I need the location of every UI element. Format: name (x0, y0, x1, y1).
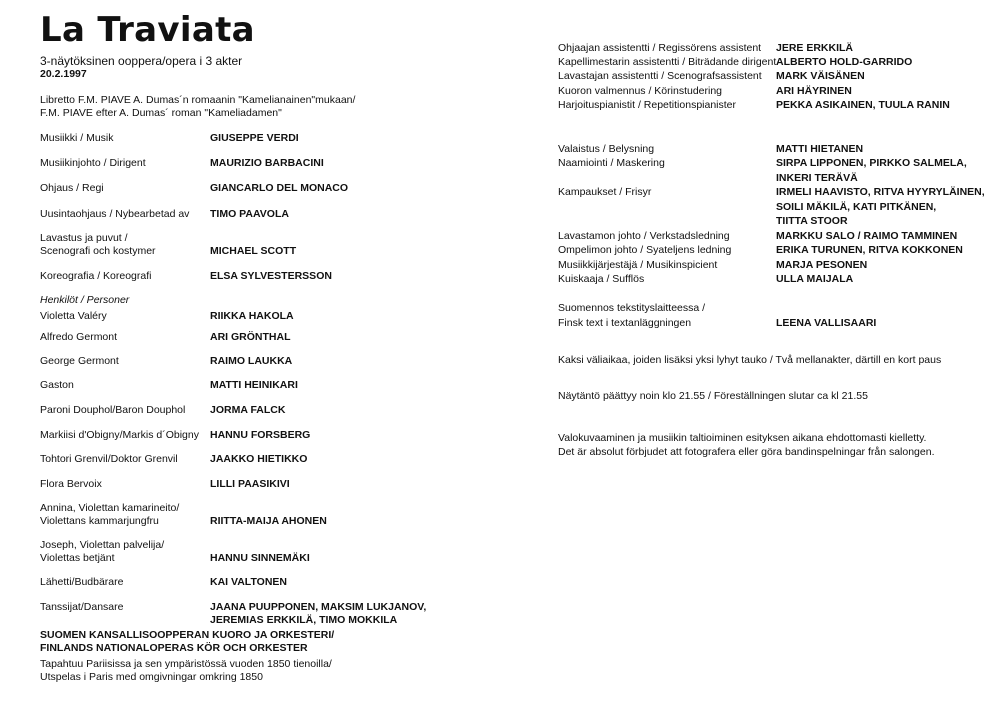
staff-name: PEKKA ASIKAINEN, TUULA RANIN (776, 99, 950, 111)
cast-role: Paroni Douphol/Baron Douphol (40, 404, 186, 416)
ensemble-line: FINLANDS NATIONALOPERAS KÖR OCH ORKESTER (40, 642, 308, 654)
staff-name: ARI HÄYRINEN (776, 85, 852, 97)
credit-role: Koreografia / Koreografi (40, 270, 152, 282)
cast-name: MATTI HEINIKARI (210, 379, 298, 391)
staff-role: Lavastamon johto / Verkstadsledning (558, 230, 730, 242)
cast-role: George Germont (40, 355, 119, 367)
cast-name: RIIKKA HAKOLA (210, 310, 294, 322)
staff-role: Kapellimestarin assistentti / Biträdande dirigent (558, 56, 777, 68)
staff-name: JERE ERKKILÄ (776, 42, 854, 54)
staff-role: Kuoron valmennus / Körinstudering (558, 85, 723, 97)
cast-role: Alfredo Germont (40, 331, 118, 343)
staff-name: MARKKU SALO / RAIMO TAMMINEN (776, 230, 958, 242)
staff-role: Kuiskaaja / Sufflös (558, 273, 645, 285)
credit-name: GIANCARLO DEL MONACO (210, 182, 349, 194)
cast-name: RAIMO LAUKKA (210, 355, 293, 367)
credit-name: TIMO PAAVOLA (210, 208, 289, 220)
staff-name: TIITTA STOOR (776, 215, 848, 227)
premiere-date: 20.2.1997 (40, 68, 87, 80)
staff-name: MARK VÄISÄNEN (776, 70, 865, 82)
staff-name: ALBERTO HOLD-GARRIDO (776, 56, 913, 68)
credit-name: MAURIZIO BARBACINI (210, 157, 324, 169)
staff-role: Naamiointi / Maskering (558, 157, 665, 169)
cast-role: Flora Bervoix (40, 478, 102, 490)
staff-name: ULLA MAIJALA (776, 273, 854, 285)
setting-line: Tapahtuu Pariisissa ja sen ympäristössä vuoden 1850 tienoilla/ (40, 658, 332, 670)
staff-name: LEENA VALLISAARI (776, 317, 877, 329)
subtitle: 3-näytöksinen ooppera/opera i 3 akter (40, 54, 243, 68)
cast-name: LILLI PAASIKIVI (210, 478, 290, 490)
staff-name: SIRPA LIPPONEN, PIRKKO SALMELA, (776, 157, 967, 169)
cast-role: Violetta Valéry (40, 310, 107, 322)
cast-name: RIITTA-MAIJA AHONEN (210, 515, 327, 527)
cast-role: Annina, Violettan kamarineito/ (40, 502, 180, 514)
notice-line: Valokuvaaminen ja musiikin taltioiminen esityksen aikana ehdottomasti kielletty. (558, 432, 927, 444)
staff-role: Kampaukset / Frisyr (558, 186, 652, 198)
staff-name: INKERI TERÄVÄ (776, 172, 858, 184)
page-title: La Traviata (40, 10, 255, 50)
staff-role: Ompelimon johto / Syateljens ledning (558, 244, 732, 256)
credit-role: Musiikinjohto / Dirigent (40, 157, 146, 169)
ensemble-line: SUOMEN KANSALLISOOPPERAN KUORO JA ORKESTERI/ (40, 629, 335, 641)
credit-role: Uusintaohjaus / Nybearbetad av (40, 208, 190, 220)
credit-role: Ohjaus / Regi (40, 182, 104, 194)
credit-name: MICHAEL SCOTT (210, 245, 297, 257)
libretto-line: Libretto F.M. PIAVE A. Dumas´n romaanin "Kamelianainen"mukaan/ (40, 94, 356, 106)
credit-role: Scenografi och kostymer (40, 245, 156, 257)
cast-role: Joseph, Violettan palvelija/ (40, 539, 165, 551)
libretto-line: F.M. PIAVE efter A. Dumas´ roman "Kameliadamen" (40, 107, 282, 119)
staff-name: IRMELI HAAVISTO, RITVA HYYRYLÄINEN, (776, 186, 985, 198)
staff-role: Finsk text i textanläggningen (558, 317, 692, 329)
cast-name: JAAKKO HIETIKKO (210, 453, 308, 465)
cast-role: Violettas betjänt (40, 552, 115, 564)
cast-name: JEREMIAS ERKKILÄ, TIMO MOKKILA (210, 614, 398, 626)
notice-line: Det är absolut förbjudet att fotografera eller göra bandinspelningar från salongen. (558, 446, 935, 458)
credit-role: Lavastus ja puvut / (40, 232, 128, 244)
cast-role: Markiisi d'Obigny/Markis d´Obigny (40, 429, 199, 441)
end-time-note: Näytäntö päättyy noin klo 21.55 / Föreställningen slutar ca kl 21.55 (558, 390, 868, 402)
cast-role: Violettans kammarjungfru (40, 515, 159, 527)
cast-role: Tanssijat/Dansare (40, 601, 124, 613)
setting-line: Utspelas i Paris med omgivningar omkring 1850 (40, 671, 263, 683)
credit-role: Musiikki / Musik (40, 132, 114, 144)
staff-role: Valaistus / Belysning (558, 143, 655, 155)
cast-name: KAI VALTONEN (210, 576, 288, 588)
intermission-note: Kaksi väliaikaa, joiden lisäksi yksi lyhyt tauko / Två mellanakter, därtill en kort paus (558, 354, 942, 366)
staff-role: Musiikkijärjestäjä / Musikinspicient (558, 259, 718, 271)
staff-role: Harjoituspianistit / Repetitionspianister (558, 99, 737, 111)
staff-role: Lavastajan assistentti / Scenografsassistent (558, 70, 762, 82)
staff-name: MARJA PESONEN (776, 259, 868, 271)
credit-name: ELSA SYLVESTERSSON (210, 270, 332, 282)
credit-name: GIUSEPPE VERDI (210, 132, 299, 144)
cast-role: Tohtori Grenvil/Doktor Grenvil (40, 453, 178, 465)
cast-name: HANNU SINNEMÄKI (210, 552, 310, 564)
cast-role: Gaston (40, 379, 74, 391)
cast-name: ARI GRÖNTHAL (210, 331, 291, 343)
staff-name: SOILI MÄKILÄ, KATI PITKÄNEN, (776, 201, 937, 213)
cast-role: Lähetti/Budbärare (40, 576, 124, 588)
staff-role: Suomennos tekstityslaitteessa / (558, 302, 706, 314)
staff-role: Ohjaajan assistentti / Regissörens assistent (558, 42, 762, 54)
persons-heading: Henkilöt / Personer (40, 294, 130, 306)
cast-name: JAANA PUUPPONEN, MAKSIM LUKJANOV, (210, 601, 427, 613)
staff-name: MATTI HIETANEN (776, 143, 864, 155)
cast-name: HANNU FORSBERG (210, 429, 311, 441)
staff-name: ERIKA TURUNEN, RITVA KOKKONEN (776, 244, 963, 256)
cast-name: JORMA FALCK (210, 404, 286, 416)
